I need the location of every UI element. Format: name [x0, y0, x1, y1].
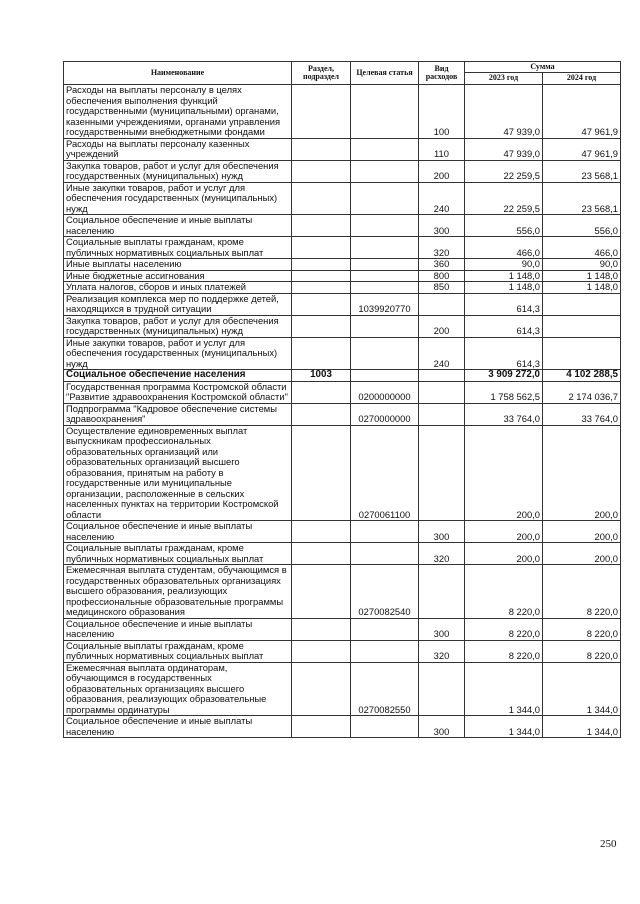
- table-row: [64, 618, 621, 640]
- cell-target: [351, 716, 419, 738]
- cell-target: [351, 138, 419, 160]
- cell-2024: 556,0: [543, 215, 621, 237]
- cell-name: Социальное обеспечение и иные выплаты населению: [64, 716, 292, 738]
- header-sum: Сумма: [465, 62, 621, 73]
- table-row: [64, 370, 621, 382]
- cell-name: Социальное обеспечение населения: [64, 370, 292, 382]
- cell-2024: 23 568,1: [543, 160, 621, 182]
- cell-kind: 320: [419, 543, 465, 565]
- table-row: [64, 521, 621, 543]
- page-number: 250: [600, 838, 617, 850]
- cell-kind: 240: [419, 182, 465, 215]
- cell-target: [351, 337, 419, 370]
- cell-kind: 300: [419, 215, 465, 237]
- header-year-2024: 2024 год: [543, 73, 621, 85]
- table-row: [64, 315, 621, 337]
- cell-name: Закупка товаров, работ и услуг для обеспечения государственных (муниципальных) нужд: [64, 160, 292, 182]
- cell-kind: 300: [419, 716, 465, 738]
- cell-target: [351, 259, 419, 271]
- cell-2023: 8 220,0: [465, 618, 543, 640]
- table-row: [64, 425, 621, 521]
- cell-2024: 1 344,0: [543, 716, 621, 738]
- cell-2023: 3 909 272,0: [465, 370, 543, 382]
- cell-2023: 22 259,5: [465, 182, 543, 215]
- cell-kind: [419, 565, 465, 619]
- cell-section: [292, 618, 351, 640]
- cell-2023: 8 220,0: [465, 565, 543, 619]
- budget-sheet: [63, 61, 620, 738]
- cell-name: Социальное обеспечение и иные выплаты населению: [64, 521, 292, 543]
- cell-section: [292, 270, 351, 282]
- cell-section: [292, 565, 351, 619]
- cell-section: [292, 403, 351, 425]
- cell-2023: 466,0: [465, 237, 543, 259]
- cell-target: 0270082550: [351, 662, 419, 716]
- cell-2024: 1 344,0: [543, 662, 621, 716]
- cell-name: Уплата налогов, сборов и иных платежей: [64, 282, 292, 294]
- cell-2024: 47 961,9: [543, 138, 621, 160]
- cell-target: [351, 315, 419, 337]
- cell-2024: 2 174 036,7: [543, 381, 621, 403]
- cell-kind: 320: [419, 237, 465, 259]
- cell-2023: 614,3: [465, 315, 543, 337]
- cell-2024: 466,0: [543, 237, 621, 259]
- cell-target: [351, 270, 419, 282]
- header-section: Раздел, подраздел: [292, 62, 351, 85]
- cell-section: [292, 381, 351, 403]
- cell-2024: 1 148,0: [543, 282, 621, 294]
- cell-target: [351, 182, 419, 215]
- header-kind: Вид расходов: [419, 62, 465, 85]
- cell-section: 1003: [292, 370, 351, 382]
- cell-target: [351, 237, 419, 259]
- cell-name: Ежемесячная выплата студентам, обучающимся в государственных образовательных организациях высшего образования, реализующих профессиональные образовательные программы медицинского образования: [64, 565, 292, 619]
- cell-section: [292, 85, 351, 139]
- cell-name: Закупка товаров, работ и услуг для обеспечения государственных (муниципальных) нужд: [64, 315, 292, 337]
- cell-2024: [543, 337, 621, 370]
- cell-2024: 90,0: [543, 259, 621, 271]
- cell-name: Иные закупки товаров, работ и услуг для обеспечения государственных (муниципальных) нужд: [64, 337, 292, 370]
- cell-target: [351, 160, 419, 182]
- cell-2023: 556,0: [465, 215, 543, 237]
- cell-section: [292, 215, 351, 237]
- cell-section: [292, 716, 351, 738]
- cell-section: [292, 315, 351, 337]
- cell-kind: [419, 403, 465, 425]
- cell-2024: 23 568,1: [543, 182, 621, 215]
- cell-section: [292, 293, 351, 315]
- table-row: [64, 543, 621, 565]
- cell-name: Расходы на выплаты персоналу казенных учреждений: [64, 138, 292, 160]
- cell-section: [292, 182, 351, 215]
- budget-table: [63, 61, 621, 738]
- cell-kind: 240: [419, 337, 465, 370]
- cell-kind: [419, 381, 465, 403]
- cell-2024: [543, 315, 621, 337]
- table-body: [64, 85, 621, 738]
- table-row: [64, 215, 621, 237]
- cell-name: Социальное обеспечение и иные выплаты населению: [64, 618, 292, 640]
- cell-kind: 360: [419, 259, 465, 271]
- cell-2024: 8 220,0: [543, 640, 621, 662]
- cell-target: [351, 85, 419, 139]
- cell-target: [351, 215, 419, 237]
- cell-kind: 300: [419, 521, 465, 543]
- cell-kind: [419, 662, 465, 716]
- table-row: [64, 282, 621, 294]
- cell-name: Осуществление единовременных выплат выпускникам профессиональных образовательных организаций или образовательных организаций высшего образования, принятым на работу в государственные или муниципальные организации, расположенные в сельских населенных пунктах на территории Костромской области: [64, 425, 292, 521]
- cell-2023: 1 758 562,5: [465, 381, 543, 403]
- cell-kind: 100: [419, 85, 465, 139]
- cell-2024: 33 764,0: [543, 403, 621, 425]
- cell-section: [292, 160, 351, 182]
- cell-name: Иные бюджетные ассигнования: [64, 270, 292, 282]
- cell-target: [351, 370, 419, 382]
- cell-2023: 200,0: [465, 543, 543, 565]
- table-row: [64, 381, 621, 403]
- cell-kind: [419, 293, 465, 315]
- cell-section: [292, 640, 351, 662]
- cell-kind: 800: [419, 270, 465, 282]
- header-target: Целевая статья: [351, 62, 419, 85]
- cell-2024: 8 220,0: [543, 565, 621, 619]
- cell-kind: 110: [419, 138, 465, 160]
- cell-kind: 200: [419, 315, 465, 337]
- cell-section: [292, 138, 351, 160]
- cell-2024: 200,0: [543, 521, 621, 543]
- cell-target: [351, 282, 419, 294]
- cell-target: 0270000000: [351, 403, 419, 425]
- cell-section: [292, 237, 351, 259]
- table-row: [64, 259, 621, 271]
- cell-target: [351, 543, 419, 565]
- cell-section: [292, 543, 351, 565]
- cell-target: [351, 640, 419, 662]
- table-row: [64, 565, 621, 619]
- cell-2023: 33 764,0: [465, 403, 543, 425]
- cell-2023: 8 220,0: [465, 640, 543, 662]
- cell-2023: 1 344,0: [465, 716, 543, 738]
- cell-kind: 300: [419, 618, 465, 640]
- table-row: [64, 662, 621, 716]
- cell-2024: 47 961,9: [543, 85, 621, 139]
- cell-2024: 8 220,0: [543, 618, 621, 640]
- cell-name: Иные выплаты населению: [64, 259, 292, 271]
- cell-kind: [419, 370, 465, 382]
- cell-name: Социальные выплаты гражданам, кроме публичных нормативных социальных выплат: [64, 237, 292, 259]
- cell-2023: 1 344,0: [465, 662, 543, 716]
- table-row: [64, 403, 621, 425]
- header-name: Наименование: [64, 62, 292, 85]
- cell-2023: 614,3: [465, 337, 543, 370]
- cell-target: 0270061100: [351, 425, 419, 521]
- table-row: [64, 640, 621, 662]
- cell-target: 0200000000: [351, 381, 419, 403]
- cell-kind: 200: [419, 160, 465, 182]
- cell-name: Социальные выплаты гражданам, кроме публичных нормативных социальных выплат: [64, 543, 292, 565]
- cell-2023: 90,0: [465, 259, 543, 271]
- cell-2024: 1 148,0: [543, 270, 621, 282]
- table-row: [64, 85, 621, 139]
- table-row: [64, 716, 621, 738]
- cell-2024: [543, 293, 621, 315]
- cell-2023: 200,0: [465, 521, 543, 543]
- cell-2023: 47 939,0: [465, 138, 543, 160]
- cell-section: [292, 337, 351, 370]
- cell-name: Подпрограмма "Кадровое обеспечение системы здравоохранения": [64, 403, 292, 425]
- table-row: [64, 160, 621, 182]
- cell-2024: 4 102 288,5: [543, 370, 621, 382]
- cell-name: Иные закупки товаров, работ и услуг для обеспечения государственных (муниципальных) нужд: [64, 182, 292, 215]
- cell-kind: [419, 425, 465, 521]
- cell-2023: 614,3: [465, 293, 543, 315]
- cell-2024: 200,0: [543, 543, 621, 565]
- table-row: [64, 337, 621, 370]
- cell-target: 1039920770: [351, 293, 419, 315]
- cell-name: Государственная программа Костромской области "Развитие здравоохранения Костромской области": [64, 381, 292, 403]
- cell-name: Расходы на выплаты персоналу в целях обеспечения выполнения функций государственными (муниципальными) органами, казенными учреждениями, органами управления государственными внебюджетными фондами: [64, 85, 292, 139]
- cell-2024: 200,0: [543, 425, 621, 521]
- table-row: [64, 138, 621, 160]
- table-row: [64, 182, 621, 215]
- cell-name: Социальные выплаты гражданам, кроме публичных нормативных социальных выплат: [64, 640, 292, 662]
- cell-target: [351, 521, 419, 543]
- cell-section: [292, 425, 351, 521]
- header-year-2023: 2023 год: [465, 73, 543, 85]
- cell-2023: 47 939,0: [465, 85, 543, 139]
- cell-kind: 850: [419, 282, 465, 294]
- table-row: [64, 237, 621, 259]
- cell-2023: 1 148,0: [465, 270, 543, 282]
- cell-2023: 22 259,5: [465, 160, 543, 182]
- cell-kind: 320: [419, 640, 465, 662]
- cell-target: 0270082540: [351, 565, 419, 619]
- cell-section: [292, 521, 351, 543]
- cell-section: [292, 282, 351, 294]
- cell-target: [351, 618, 419, 640]
- cell-name: Реализация комплекса мер по поддержке детей, находящихся в трудной ситуации: [64, 293, 292, 315]
- table-row: [64, 293, 621, 315]
- cell-name: Ежемесячная выплата ординаторам, обучающимся в государственных образовательных организациях высшего образования, реализующих образовательные программы ординатуры: [64, 662, 292, 716]
- cell-section: [292, 259, 351, 271]
- cell-2023: 1 148,0: [465, 282, 543, 294]
- table-row: [64, 270, 621, 282]
- cell-name: Социальное обеспечение и иные выплаты населению: [64, 215, 292, 237]
- cell-2023: 200,0: [465, 425, 543, 521]
- cell-section: [292, 662, 351, 716]
